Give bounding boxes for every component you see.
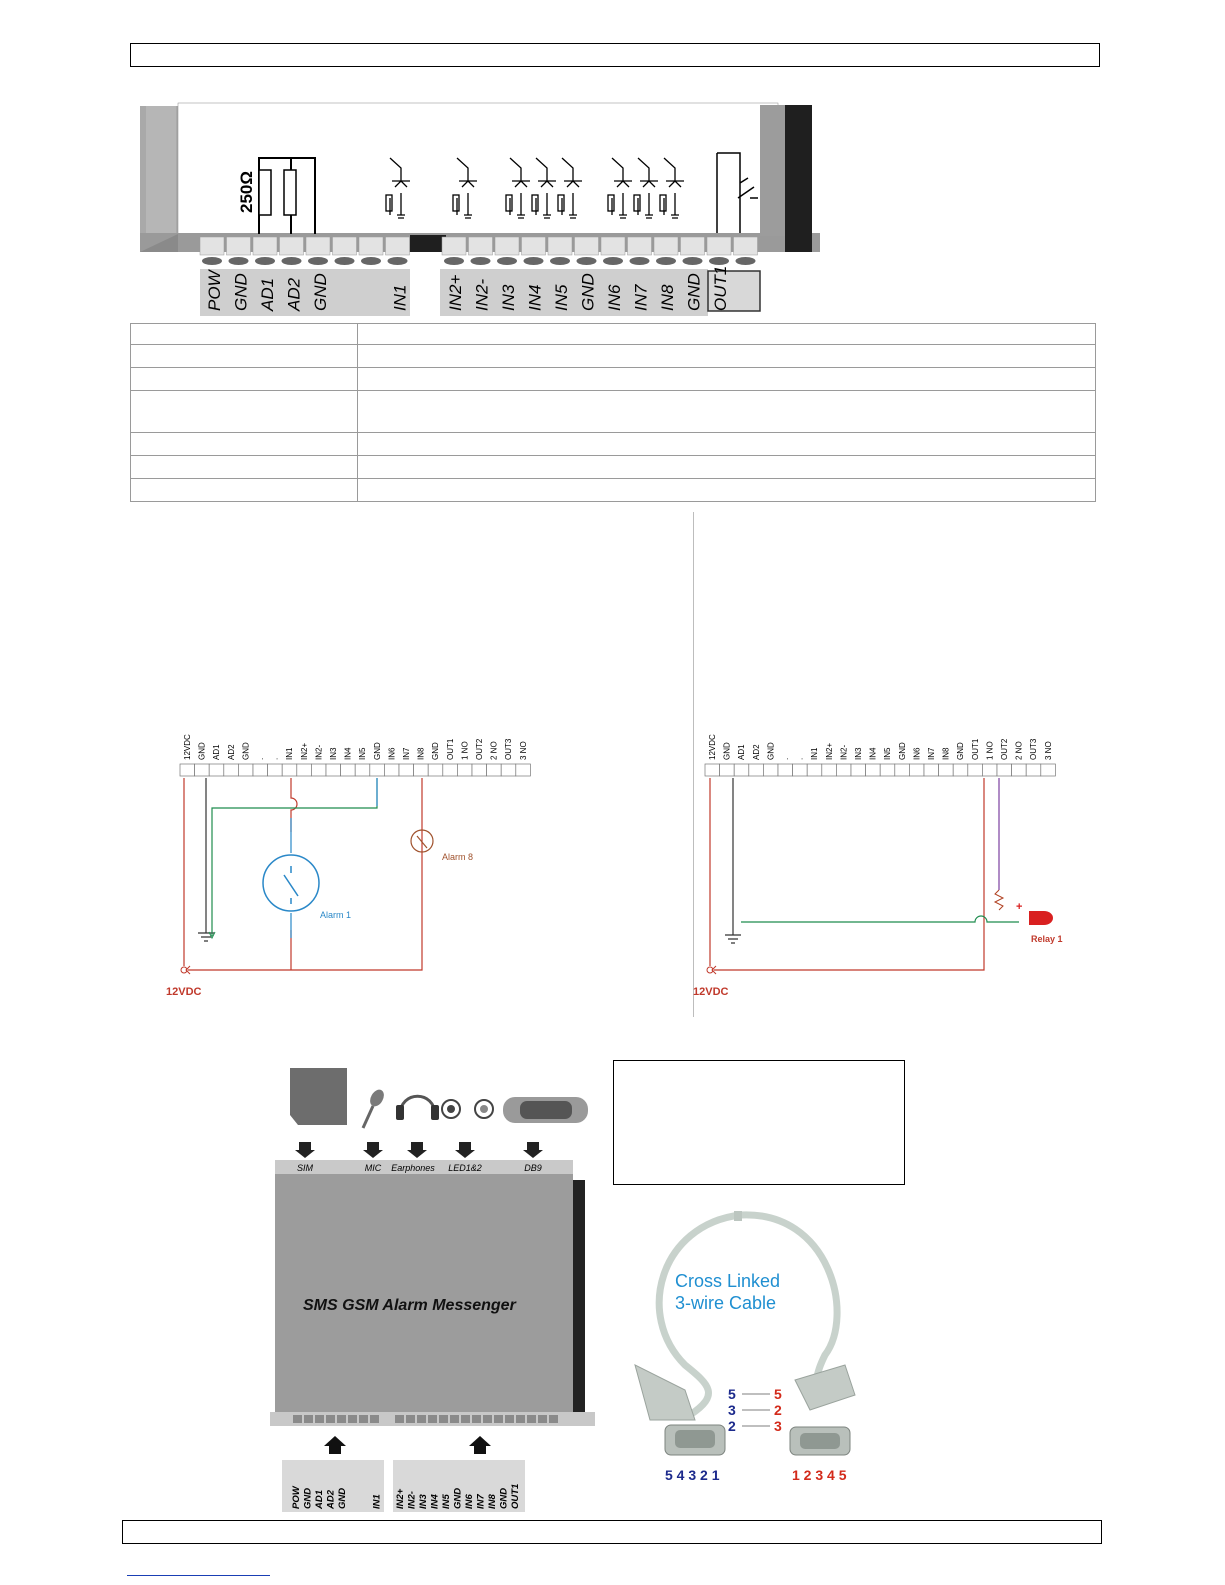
terminal-cell (720, 764, 735, 776)
terminal-label: OUT2 (475, 738, 484, 760)
legend-box (613, 1060, 905, 1185)
cable-title-line2: 3-wire Cable (675, 1293, 777, 1313)
terminal-label: . (256, 757, 265, 760)
terminal-pin (293, 1415, 302, 1423)
terminal-label: IN3 (854, 747, 863, 760)
terminal-screw (335, 257, 355, 265)
terminal-label: GND (722, 742, 732, 760)
terminal-label: POW (205, 270, 224, 311)
terminal-label: AD1 (212, 744, 222, 760)
terminal-label: IN4 (868, 747, 878, 760)
terminal-cell (326, 764, 341, 776)
terminal-label: GND (302, 1487, 314, 1509)
terminal-label: IN8 (487, 1494, 498, 1509)
terminal-label: GND (241, 742, 251, 760)
headphones-icon (396, 1096, 439, 1120)
terminal-cell (1041, 764, 1056, 776)
db9-connector-icon (503, 1097, 588, 1123)
terminal-label: IN7 (475, 1494, 487, 1509)
terminal-cell (224, 764, 239, 776)
terminal-cell (297, 764, 312, 776)
terminal-pin (450, 1415, 459, 1423)
terminal-cell (341, 764, 356, 776)
terminal-pin (516, 1415, 525, 1423)
terminal-cell (180, 764, 195, 776)
terminal-label: GND (431, 742, 441, 760)
terminal-label: IN4 (343, 747, 353, 760)
terminal-label: IN6 (464, 1494, 475, 1509)
terminal-label: GND (897, 742, 907, 760)
wiring-diagram-outputs (693, 734, 1075, 1013)
terminal-label: IN1 (285, 747, 295, 760)
wiring-diagram-inputs (166, 734, 550, 1013)
pin-map-left: 3 (728, 1402, 736, 1418)
terminal-label: GND (766, 742, 776, 760)
terminal-label: 1 NO (460, 741, 470, 760)
terminal-pin (428, 1415, 437, 1423)
arrow-down-icon (523, 1142, 543, 1158)
terminal-label: AD1 (258, 277, 277, 311)
terminal-label: OUT1 (510, 1483, 521, 1509)
terminal-pin (359, 1415, 368, 1423)
terminal-cell (807, 764, 822, 776)
terminal-pin (417, 1415, 426, 1423)
terminal-cell (749, 764, 764, 776)
terminal-cell (909, 764, 924, 776)
terminal-cell (734, 764, 749, 776)
terminal-label: IN3 (418, 1494, 429, 1509)
terminal-label: IN8 (416, 747, 426, 760)
arrow-up-icon (324, 1436, 346, 1454)
terminal-label: AD1 (314, 1489, 325, 1509)
terminal-cell (997, 764, 1012, 776)
terminal-screw (308, 257, 328, 265)
relay-plus-label: + (1016, 901, 1023, 913)
terminal-cell (763, 764, 778, 776)
terminal-label: AD2 (226, 744, 236, 760)
terminal-label: IN3 (499, 284, 518, 311)
terminal-cell (209, 764, 224, 776)
terminal-screw (202, 257, 222, 265)
terminal-pin (337, 1415, 346, 1423)
terminal-pin (549, 1415, 558, 1423)
terminal-pin (304, 1415, 313, 1423)
terminal-cell (355, 764, 370, 776)
terminal-label: IN5 (552, 284, 571, 311)
terminal-pin (527, 1415, 536, 1423)
arrow-up-icon (469, 1436, 491, 1454)
resistor-label: 250Ω (237, 171, 256, 213)
terminal-screw (577, 257, 597, 265)
terminal-label: . (270, 757, 280, 760)
terminal-cell (268, 764, 283, 776)
relay1-label: Relay 1 (1031, 934, 1063, 944)
terminal-pin (326, 1415, 335, 1423)
terminal-cell (982, 764, 997, 776)
terminal-label: AD2 (325, 1489, 337, 1509)
pin-map-right: 5 (774, 1386, 782, 1402)
terminal-label: GND (578, 273, 598, 311)
db9-male-connector-icon (635, 1365, 725, 1455)
terminal-pin (472, 1415, 481, 1423)
alarm8-label: Alarm 8 (442, 852, 474, 862)
terminal-pin (315, 1415, 324, 1423)
terminal-cell (414, 764, 429, 776)
sim-card-icon (290, 1068, 347, 1125)
terminal-cell (443, 764, 458, 776)
terminal-cell (968, 764, 983, 776)
terminal-cell (939, 764, 954, 776)
arrow-down-icon (363, 1142, 383, 1158)
terminal-pin (439, 1415, 448, 1423)
terminal-label: IN7 (927, 747, 936, 760)
table-row (131, 324, 1096, 345)
led-icon (442, 1100, 493, 1118)
device-title: SMS GSM Alarm Messenger (303, 1297, 516, 1314)
table-row (131, 368, 1096, 391)
page-footer-box (122, 1520, 1102, 1544)
terminal-label: OUT1 (970, 738, 980, 760)
terminal-label: GND (684, 273, 704, 311)
table-row (131, 433, 1096, 456)
column-divider (693, 512, 694, 1017)
terminal-label: IN2+ (446, 274, 465, 311)
terminal-label: GND (452, 1487, 464, 1509)
terminal-label: 12VDC (708, 734, 717, 760)
terminal-label: IN7 (631, 284, 651, 311)
terminal-label: IN7 (402, 747, 411, 760)
terminal-cell (487, 764, 502, 776)
port-label: Earphones (391, 1163, 435, 1173)
terminal-label: GND (337, 1487, 348, 1509)
terminal-cell (866, 764, 881, 776)
terminal-label: 3 NO (1043, 741, 1053, 760)
terminal-label: OUT1 (445, 738, 455, 760)
terminal-label: 2 NO (489, 741, 499, 760)
terminal-screw (683, 257, 703, 265)
terminal-pin (370, 1415, 379, 1423)
terminal-cell (282, 764, 297, 776)
arrow-down-icon (295, 1142, 315, 1158)
terminal-label: IN4 (525, 284, 545, 311)
terminal-label: GND (231, 273, 251, 311)
terminal-screw (603, 257, 623, 265)
terminal-pin (461, 1415, 470, 1423)
pin-map-left: 2 (728, 1418, 736, 1434)
terminal-screw (709, 257, 729, 265)
terminal-label: AD2 (284, 277, 304, 311)
terminal-cell (457, 764, 472, 776)
device-illustration (265, 1060, 610, 1515)
terminal-label: OUT3 (1029, 738, 1039, 760)
terminal-screw (656, 257, 676, 265)
pin-map-right: 3 (774, 1418, 782, 1434)
terminal-label: POW (291, 1486, 302, 1509)
terminal-cell (924, 764, 939, 776)
table-row (131, 456, 1096, 479)
terminal-label: GND (956, 742, 966, 760)
terminal-label: IN1 (390, 284, 410, 311)
cable-illustration (640, 1205, 890, 1505)
terminal-cell (851, 764, 866, 776)
terminal-label: GND (498, 1487, 510, 1509)
terminal-label: 2 NO (1014, 741, 1024, 760)
terminal-label: IN2- (314, 744, 324, 760)
port-label: DB9 (524, 1163, 542, 1173)
terminal-label: OUT2 (1000, 738, 1009, 760)
terminal-label: IN8 (658, 284, 677, 311)
terminal-cell (793, 764, 808, 776)
terminal-label: . (795, 757, 805, 760)
terminal-screw (497, 257, 517, 265)
terminal-cell (516, 764, 531, 776)
pin-map-left: 5 (728, 1386, 736, 1402)
terminal-pin (505, 1415, 514, 1423)
terminal-cell (253, 764, 268, 776)
terminal-label: GND (311, 273, 330, 311)
terminal-pin (395, 1415, 404, 1423)
terminal-label: 3 NO (518, 741, 528, 760)
terminal-cell (472, 764, 487, 776)
terminal-label: 12VDC (183, 734, 192, 760)
terminal-cell (399, 764, 414, 776)
microphone-icon (363, 1087, 387, 1128)
arrow-down-icon (407, 1142, 427, 1158)
terminal-label: IN3 (329, 747, 338, 760)
terminal-label: IN2- (472, 278, 492, 311)
supply-label-left: 12VDC (166, 986, 202, 998)
terminal-label: OUT3 (504, 738, 514, 760)
terminal-screw (229, 257, 249, 265)
terminal-screw (255, 257, 275, 265)
terminal-label: 1 NO (985, 741, 995, 760)
terminal-pin (348, 1415, 357, 1423)
terminal-screw (630, 257, 650, 265)
terminal-cell (880, 764, 895, 776)
terminal-label: IN5 (441, 1494, 452, 1509)
terminal-pin (538, 1415, 547, 1423)
terminal-label: AD2 (751, 744, 761, 760)
terminal-screw (550, 257, 570, 265)
port-label: SIM (296, 1163, 314, 1173)
terminal-label: IN8 (941, 747, 951, 760)
terminal-cell (370, 764, 385, 776)
terminal-label: . (781, 757, 790, 760)
left-pin-numbers: 5 4 3 2 1 (665, 1467, 720, 1483)
terminal-cell (311, 764, 326, 776)
table-row (131, 345, 1096, 368)
terminal-cell (953, 764, 968, 776)
terminal-label: IN1 (371, 1494, 383, 1509)
terminal-label: IN6 (912, 747, 922, 760)
terminal-cell (195, 764, 210, 776)
terminal-label: IN2+ (299, 742, 309, 760)
terminal-cell (1012, 764, 1027, 776)
terminal-label: IN6 (387, 747, 397, 760)
terminal-screw (524, 257, 544, 265)
terminal-label: IN1 (810, 747, 820, 760)
table-row (131, 479, 1096, 502)
terminal-label: GND (197, 742, 207, 760)
terminal-cell (501, 764, 516, 776)
right-pin-numbers: 1 2 3 4 5 (792, 1467, 847, 1483)
terminal-pin (483, 1415, 492, 1423)
terminal-cell (1026, 764, 1041, 776)
terminal-label: IN2- (839, 744, 849, 760)
terminal-label: GND (372, 742, 382, 760)
terminal-cell (428, 764, 443, 776)
spec-table (130, 323, 1096, 502)
footer-link[interactable] (127, 1575, 270, 1576)
terminal-cell (836, 764, 851, 776)
terminal-screw (471, 257, 491, 265)
terminal-block-diagram (140, 103, 830, 318)
terminal-label: IN2+ (824, 742, 834, 760)
terminal-label: IN2- (406, 1491, 418, 1509)
terminal-label: IN5 (883, 747, 893, 760)
terminal-screw (282, 257, 302, 265)
terminal-label: IN5 (358, 747, 368, 760)
terminal-label: IN6 (605, 284, 624, 311)
cable-title-line1: Cross Linked (675, 1271, 781, 1291)
terminal-cell (895, 764, 910, 776)
terminal-screw (444, 257, 464, 265)
terminal-pin (494, 1415, 503, 1423)
supply-label-right: 12VDC (693, 986, 729, 998)
alarm1-label: Alarm 1 (320, 910, 352, 920)
arrow-down-icon (455, 1142, 475, 1158)
table-row (131, 391, 1096, 433)
terminal-label: AD1 (737, 744, 747, 760)
terminal-label: IN2+ (395, 1488, 406, 1509)
terminal-screw (736, 257, 756, 265)
terminal-cell (384, 764, 399, 776)
port-label: LED1&2 (448, 1163, 482, 1173)
terminal-cell (705, 764, 720, 776)
page-header-box (130, 43, 1100, 67)
port-label: MIC (364, 1163, 382, 1173)
pin-map-right: 2 (774, 1402, 782, 1418)
terminal-screw (388, 257, 408, 265)
terminal-pin (406, 1415, 415, 1423)
db9-female-connector-icon (790, 1365, 855, 1455)
terminal-cell (778, 764, 793, 776)
terminal-screw (361, 257, 381, 265)
terminal-label: IN4 (429, 1494, 441, 1509)
terminal-label: OUT1 (711, 265, 730, 311)
terminal-cell (822, 764, 837, 776)
terminal-cell (238, 764, 253, 776)
